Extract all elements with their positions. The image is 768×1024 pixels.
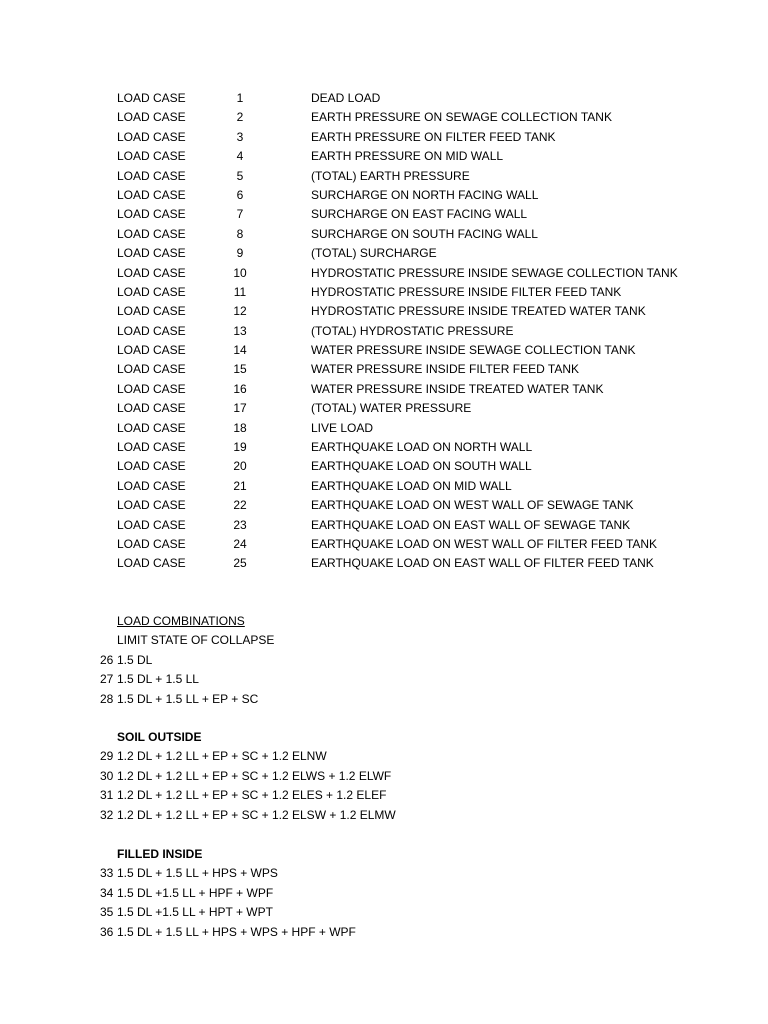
- load-case-row: [0, 147, 768, 166]
- load-case-number: 25: [233, 556, 247, 571]
- combination-formula: 1.5 DL +1.5 LL + HPF + WPF: [117, 885, 274, 900]
- load-case-number: 4: [236, 149, 244, 164]
- combination-row: [0, 767, 768, 786]
- load-case-number: 16: [233, 381, 247, 396]
- load-case-description: SURCHARGE ON SOUTH FACING WALL: [311, 226, 538, 241]
- load-case-row: [0, 283, 768, 302]
- load-case-number: 2: [236, 110, 244, 125]
- load-case-label: LOAD CASE: [117, 226, 186, 241]
- load-case-number: 23: [233, 517, 247, 532]
- load-case-label: LOAD CASE: [117, 536, 186, 551]
- load-case-description: (TOTAL) HYDROSTATIC PRESSURE: [311, 323, 514, 338]
- load-case-row: [0, 496, 768, 515]
- load-case-number: 10: [233, 265, 247, 280]
- load-case-description: HYDROSTATIC PRESSURE INSIDE TREATED WATER TANK: [311, 304, 646, 319]
- load-combinations-heading: LOAD COMBINATIONS: [117, 614, 245, 628]
- load-case-table: [0, 89, 768, 574]
- combination-number: 30: [100, 768, 114, 783]
- soil-outside-heading: SOIL OUTSIDE: [117, 730, 202, 744]
- combination-formula: 1.5 DL + 1.5 LL + HPS + WPS: [117, 866, 278, 881]
- load-case-description: SURCHARGE ON EAST FACING WALL: [311, 207, 528, 222]
- load-case-description: EARTHQUAKE LOAD ON EAST WALL OF SEWAGE TANK: [311, 517, 631, 532]
- combination-formula: 1.5 DL + 1.5 LL: [117, 672, 199, 687]
- load-case-label: LOAD CASE: [117, 207, 186, 222]
- combination-row: [0, 786, 768, 805]
- load-case-number: 17: [233, 401, 247, 416]
- combination-row: [0, 864, 768, 883]
- combination-row: [0, 690, 768, 709]
- load-case-description: EARTH PRESSURE ON MID WALL: [311, 149, 504, 164]
- load-case-row: [0, 360, 768, 379]
- load-case-description: EARTHQUAKE LOAD ON WEST WALL OF SEWAGE TANK: [311, 498, 634, 513]
- load-case-description: WATER PRESSURE INSIDE SEWAGE COLLECTION TANK: [311, 343, 636, 358]
- load-case-row: [0, 264, 768, 283]
- load-case-label: LOAD CASE: [117, 362, 186, 377]
- load-case-number: 22: [233, 498, 247, 513]
- filled-inside-list: [0, 864, 768, 942]
- combination-row: [0, 806, 768, 825]
- filled-inside-heading: FILLED INSIDE: [117, 847, 203, 861]
- load-case-label: LOAD CASE: [117, 323, 186, 338]
- combination-row: [0, 884, 768, 903]
- load-case-row: [0, 322, 768, 341]
- combination-number: 33: [100, 866, 114, 881]
- load-case-description: DEAD LOAD: [311, 91, 381, 105]
- load-case-number: 15: [233, 362, 247, 377]
- combination-number: 36: [100, 924, 114, 939]
- load-case-row: [0, 477, 768, 496]
- combination-number: 34: [100, 885, 114, 900]
- load-case-label: LOAD CASE: [117, 401, 186, 416]
- load-case-label: LOAD CASE: [117, 343, 186, 358]
- load-case-description: (TOTAL) WATER PRESSURE: [311, 401, 472, 416]
- load-case-number: 6: [236, 187, 244, 202]
- load-case-label: LOAD CASE: [117, 149, 186, 164]
- load-case-description: EARTHQUAKE LOAD ON EAST WALL OF FILTER FEED TANK: [311, 556, 654, 571]
- load-case-number: 3: [236, 129, 244, 144]
- load-case-number: 5: [236, 168, 244, 183]
- load-case-number: 8: [236, 226, 244, 241]
- load-case-row: [0, 438, 768, 457]
- load-case-row: [0, 108, 768, 127]
- load-case-row: [0, 516, 768, 535]
- combination-row: [0, 651, 768, 670]
- load-case-label: LOAD CASE: [117, 478, 186, 493]
- load-case-row: [0, 399, 768, 418]
- combination-number: 35: [100, 905, 114, 920]
- load-case-label: LOAD CASE: [117, 246, 186, 261]
- load-case-description: EARTHQUAKE LOAD ON NORTH WALL: [311, 440, 533, 455]
- load-case-number: 24: [233, 536, 247, 551]
- load-case-number: 21: [233, 478, 247, 493]
- filled-inside-section: [0, 845, 768, 942]
- load-case-description: HYDROSTATIC PRESSURE INSIDE SEWAGE COLLECTION TANK: [311, 265, 678, 280]
- load-case-label: LOAD CASE: [117, 420, 186, 435]
- load-case-description: WATER PRESSURE INSIDE FILTER FEED TANK: [311, 362, 580, 377]
- load-case-number: 12: [233, 304, 247, 319]
- load-case-label: LOAD CASE: [117, 459, 186, 474]
- load-case-label: LOAD CASE: [117, 304, 186, 319]
- combination-number: 31: [100, 788, 114, 803]
- load-case-label: LOAD CASE: [117, 381, 186, 396]
- soil-outside-section: [0, 728, 768, 825]
- load-case-label: LOAD CASE: [117, 440, 186, 455]
- load-case-description: WATER PRESSURE INSIDE TREATED WATER TANK: [311, 381, 604, 396]
- load-case-row: [0, 205, 768, 224]
- load-case-row: [0, 457, 768, 476]
- combination-row: [0, 903, 768, 922]
- load-case-row: [0, 167, 768, 186]
- combination-number: 28: [100, 691, 114, 706]
- soil-outside-list: [0, 747, 768, 825]
- load-case-description: EARTHQUAKE LOAD ON MID WALL: [311, 478, 512, 493]
- combination-number: 29: [100, 749, 114, 764]
- load-case-description: SURCHARGE ON NORTH FACING WALL: [311, 187, 539, 202]
- combination-formula: 1.2 DL + 1.2 LL + EP + SC + 1.2 ELSW + 1.2 ELMW: [117, 807, 396, 822]
- load-case-row: [0, 554, 768, 573]
- load-case-number: 1: [236, 91, 244, 105]
- load-case-description: EARTHQUAKE LOAD ON SOUTH WALL: [311, 459, 532, 474]
- load-case-row: [0, 341, 768, 360]
- combination-number: 26: [100, 652, 114, 667]
- combination-formula: 1.5 DL: [117, 652, 153, 667]
- load-case-label: LOAD CASE: [117, 91, 186, 105]
- combination-number: 27: [100, 672, 114, 687]
- load-case-label: LOAD CASE: [117, 284, 186, 299]
- load-case-description: (TOTAL) EARTH PRESSURE: [311, 168, 470, 183]
- combination-formula: 1.2 DL + 1.2 LL + EP + SC + 1.2 ELNW: [117, 749, 327, 764]
- load-case-number: 13: [233, 323, 247, 338]
- load-case-row: [0, 419, 768, 438]
- combination-number: 32: [100, 807, 114, 822]
- load-case-row: [0, 186, 768, 205]
- load-case-label: LOAD CASE: [117, 265, 186, 280]
- combination-row: [0, 923, 768, 942]
- load-case-description: EARTHQUAKE LOAD ON WEST WALL OF FILTER FEED TANK: [311, 536, 658, 551]
- load-case-number: 11: [233, 284, 247, 299]
- limit-state-subheading: LIMIT STATE OF COLLAPSE: [117, 633, 275, 648]
- load-case-label: LOAD CASE: [117, 498, 186, 513]
- combination-formula: 1.2 DL + 1.2 LL + EP + SC + 1.2 ELWS + 1.2 ELWF: [117, 768, 392, 783]
- load-case-description: HYDROSTATIC PRESSURE INSIDE FILTER FEED TANK: [311, 284, 622, 299]
- load-case-description: (TOTAL) SURCHARGE: [311, 246, 437, 261]
- load-case-number: 20: [233, 459, 247, 474]
- load-case-row: [0, 89, 768, 108]
- load-case-label: LOAD CASE: [117, 110, 186, 125]
- combination-formula: 1.5 DL + 1.5 LL + HPS + WPS + HPF + WPF: [117, 924, 356, 939]
- load-case-label: LOAD CASE: [117, 187, 186, 202]
- combination-row: [0, 670, 768, 689]
- load-case-label: LOAD CASE: [117, 129, 186, 144]
- load-case-description: LIVE LOAD: [311, 420, 374, 435]
- load-case-row: [0, 128, 768, 147]
- load-case-number: 9: [236, 246, 244, 261]
- load-combinations-section: [0, 612, 768, 709]
- combination-formula: 1.5 DL + 1.5 LL + EP + SC: [117, 691, 259, 706]
- combination-formula: 1.5 DL +1.5 LL + HPT + WPT: [117, 905, 273, 920]
- load-case-label: LOAD CASE: [117, 517, 186, 532]
- load-case-row: [0, 225, 768, 244]
- load-case-row: [0, 302, 768, 321]
- load-case-row: [0, 244, 768, 263]
- load-case-label: LOAD CASE: [117, 556, 186, 571]
- combination-row: [0, 747, 768, 766]
- load-case-number: 14: [233, 343, 247, 358]
- combination-list: [0, 651, 768, 709]
- load-case-number: 19: [233, 440, 247, 455]
- load-case-number: 18: [233, 420, 247, 435]
- load-case-description: EARTH PRESSURE ON SEWAGE COLLECTION TANK: [311, 110, 612, 125]
- load-case-row: [0, 380, 768, 399]
- load-case-description: EARTH PRESSURE ON FILTER FEED TANK: [311, 129, 556, 144]
- load-case-row: [0, 535, 768, 554]
- load-case-label: LOAD CASE: [117, 168, 186, 183]
- load-case-number: 7: [236, 207, 244, 222]
- combination-formula: 1.2 DL + 1.2 LL + EP + SC + 1.2 ELES + 1.2 ELEF: [117, 788, 387, 803]
